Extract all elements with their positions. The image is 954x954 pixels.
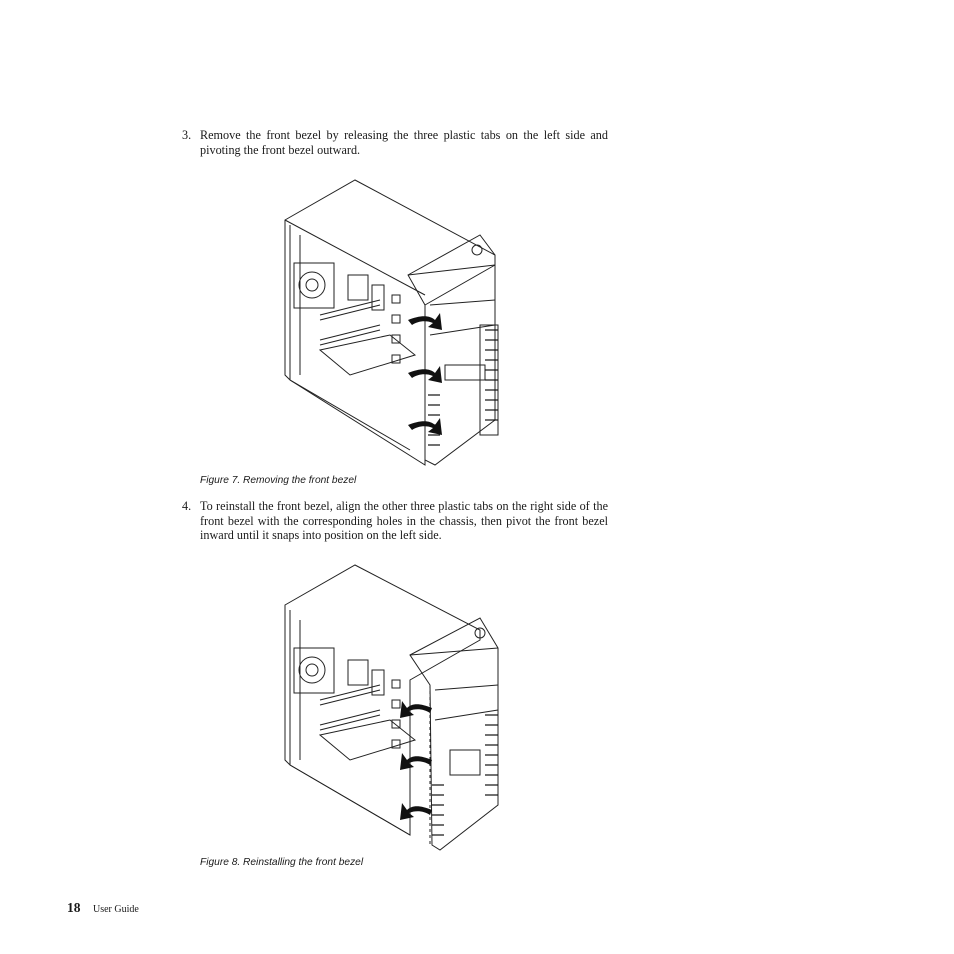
step-number: 4. bbox=[182, 499, 192, 513]
footer-title: User Guide bbox=[93, 904, 139, 915]
page-number: 18 bbox=[67, 900, 81, 915]
figure-8-caption: Figure 8. Reinstalling the front bezel bbox=[200, 857, 364, 868]
computer-chassis-bezel-reinstall-icon bbox=[280, 560, 520, 855]
step-text: Remove the front bezel by releasing the three plastic tabs on the left side and pivoting the front bezel outward. bbox=[200, 128, 608, 157]
page-footer bbox=[67, 900, 139, 916]
figure-8-illustration bbox=[280, 560, 520, 855]
step-text: To reinstall the front bezel, align the other three plastic tabs on the right side of the front bezel with the corresponding holes in the chassis, then pivot the front bezel inward until it snaps into position on the left side. bbox=[200, 499, 608, 543]
figure-7-caption: Figure 7. Removing the front bezel bbox=[200, 475, 357, 486]
figure-7-illustration bbox=[280, 175, 520, 470]
computer-chassis-bezel-removal-icon bbox=[280, 175, 520, 470]
step-number: 3. bbox=[182, 128, 192, 142]
